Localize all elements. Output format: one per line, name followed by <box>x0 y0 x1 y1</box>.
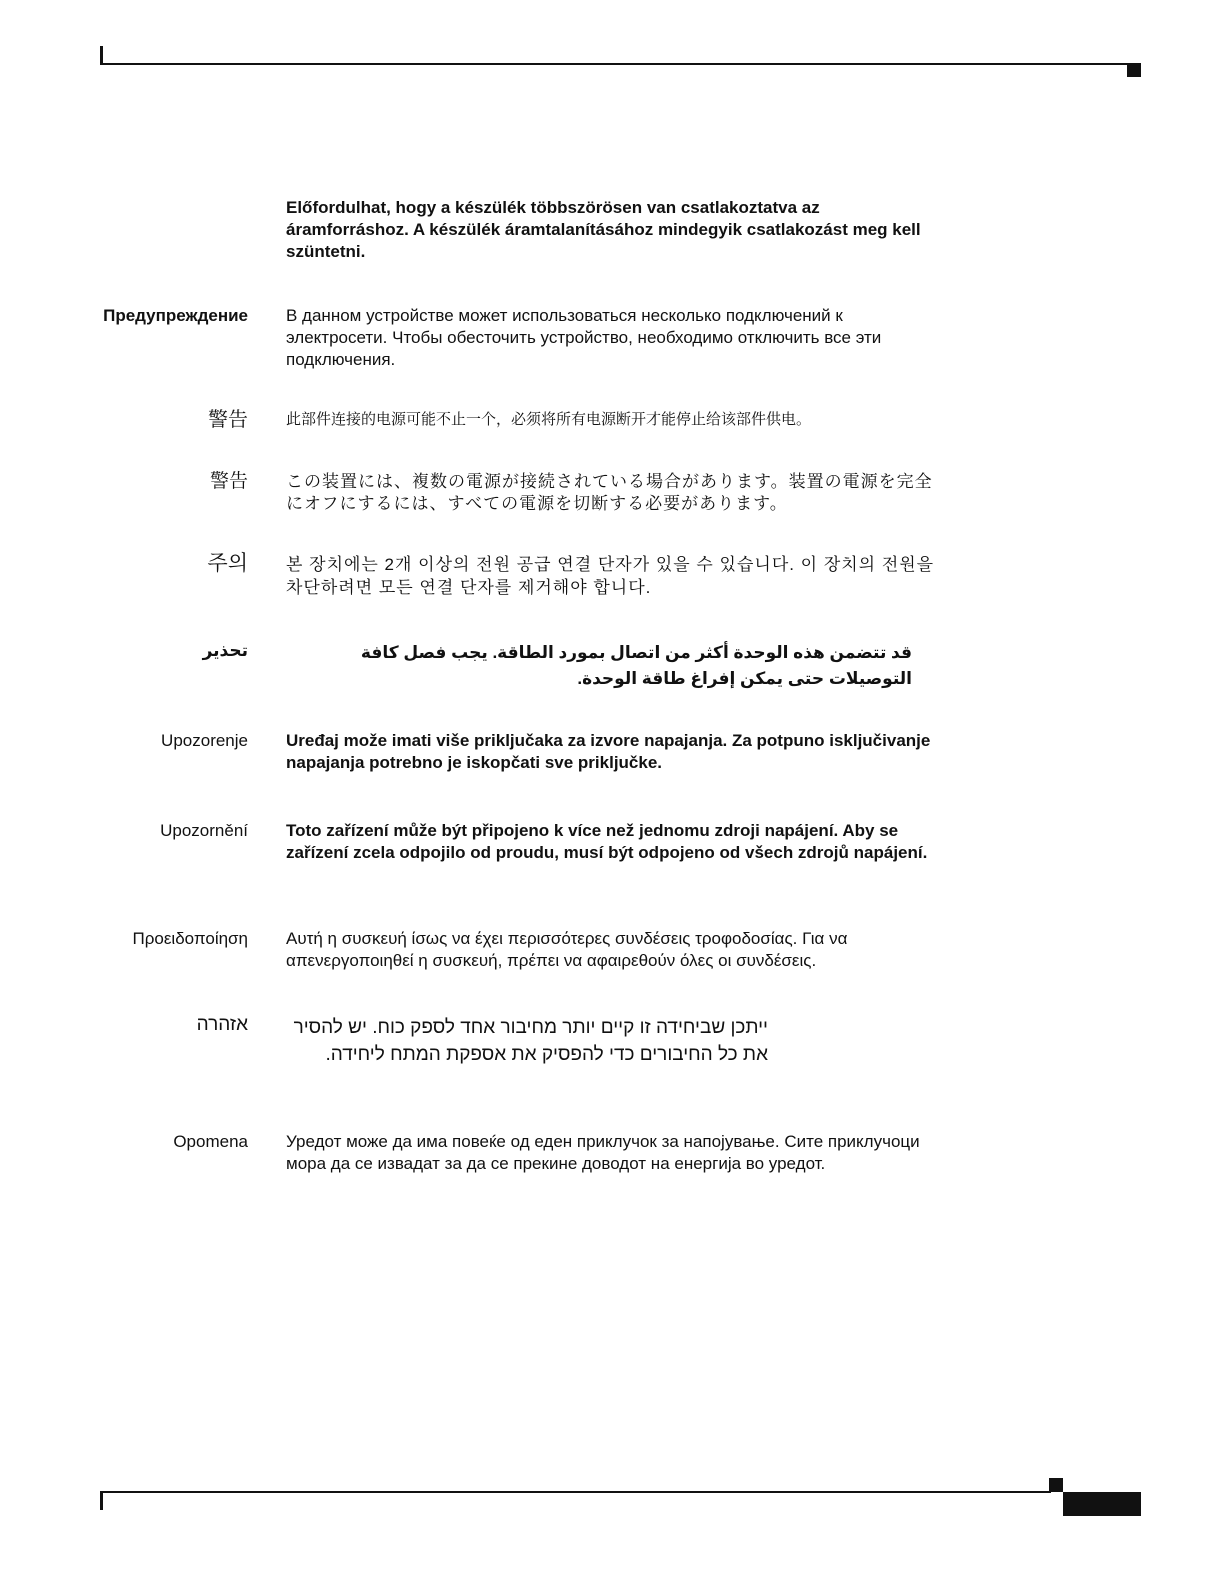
warning-label: Upozorenje <box>161 731 248 750</box>
warning-text: قد تتضمن هذه الوحدة أكثر من اتصال بمورد الطاقة. يجب فصل كافة التوصيلات حتى يمكن إفراغ طاقة الوحدة. <box>360 643 912 688</box>
warning-label: Προειδοποίηση <box>132 929 248 948</box>
warning-text: В данном устройстве может использоваться несколько подключений к электросети. Чтобы обесточить устройство, необходимо отключить все эти подключения. <box>286 306 882 369</box>
warning-text: Előfordulhat, hogy a készülék többszörösen van csatlakoztatva az áramforráshoz. A készülék áramtalanításához mindegyik csatlakozást meg kell szüntetni. <box>286 198 921 261</box>
warning-label: Предупреждение <box>103 306 248 325</box>
footer-marker <box>1049 1478 1063 1492</box>
warning-text: この装置には、複数の電源が接続されている場合があります。装置の電源を完全にオフにするには、すべての電源を切断する必要があります。 <box>286 472 933 513</box>
header-rule <box>101 63 1131 65</box>
warning-label: Upozornění <box>160 821 248 840</box>
footer-rule <box>101 1491 1051 1493</box>
header-marker <box>1127 63 1141 77</box>
warning-label: אזהרה <box>196 1014 248 1035</box>
warning-text: Αυτή η συσκευή ίσως να έχει περισσότερες συνδέσεις τροφοδοσίας. Για να απενεργοποιηθεί η συσκευή, πρέπει να αφαιρεθούν όλες οι συνδέσεις. <box>286 929 848 970</box>
warning-label: 警告 <box>208 409 248 431</box>
warning-label: Opomena <box>173 1132 248 1151</box>
footer-page-tab <box>1063 1492 1141 1516</box>
warning-label: 警告 <box>209 471 248 492</box>
warning-label: تحذير <box>202 641 248 660</box>
warning-text: ייתכן שביחידה זו קיים יותר מחיבור אחד לספק כוח. יש להסיר את כל החיבורים כדי להפסיק את אספקת המתח ליחידה. <box>293 1017 768 1065</box>
warning-text: Uređaj može imati više priključaka za izvore napajanja. Za potpuno isključivanje napajanja potrebno je iskopčati sve priključke. <box>286 731 931 772</box>
warning-label: 주의 <box>207 552 248 575</box>
footer-rule-tick <box>100 1491 103 1510</box>
warning-text: Уредот може да има повеќе од еден приклучок за напојување. Сите приклучоци мора да се извадат за да се прекине доводот на енергија во уредот. <box>286 1132 920 1173</box>
warning-text: 此部件连接的电源可能不止一个，必须将所有电源断开才能停止给该部件供电。 <box>286 411 812 428</box>
warning-text: 본 장치에는 2개 이상의 전원 공급 연결 단자가 있을 수 있습니다. 이 장치의 전원을 차단하려면 모든 연결 단자를 제거해야 합니다. <box>286 555 935 597</box>
warning-text: Toto zařízení může být připojeno k více než jednomu zdroji napájení. Aby se zařízení zcela odpojilo od proudu, musí být odpojeno od všech zdrojů napájení. <box>286 821 928 862</box>
